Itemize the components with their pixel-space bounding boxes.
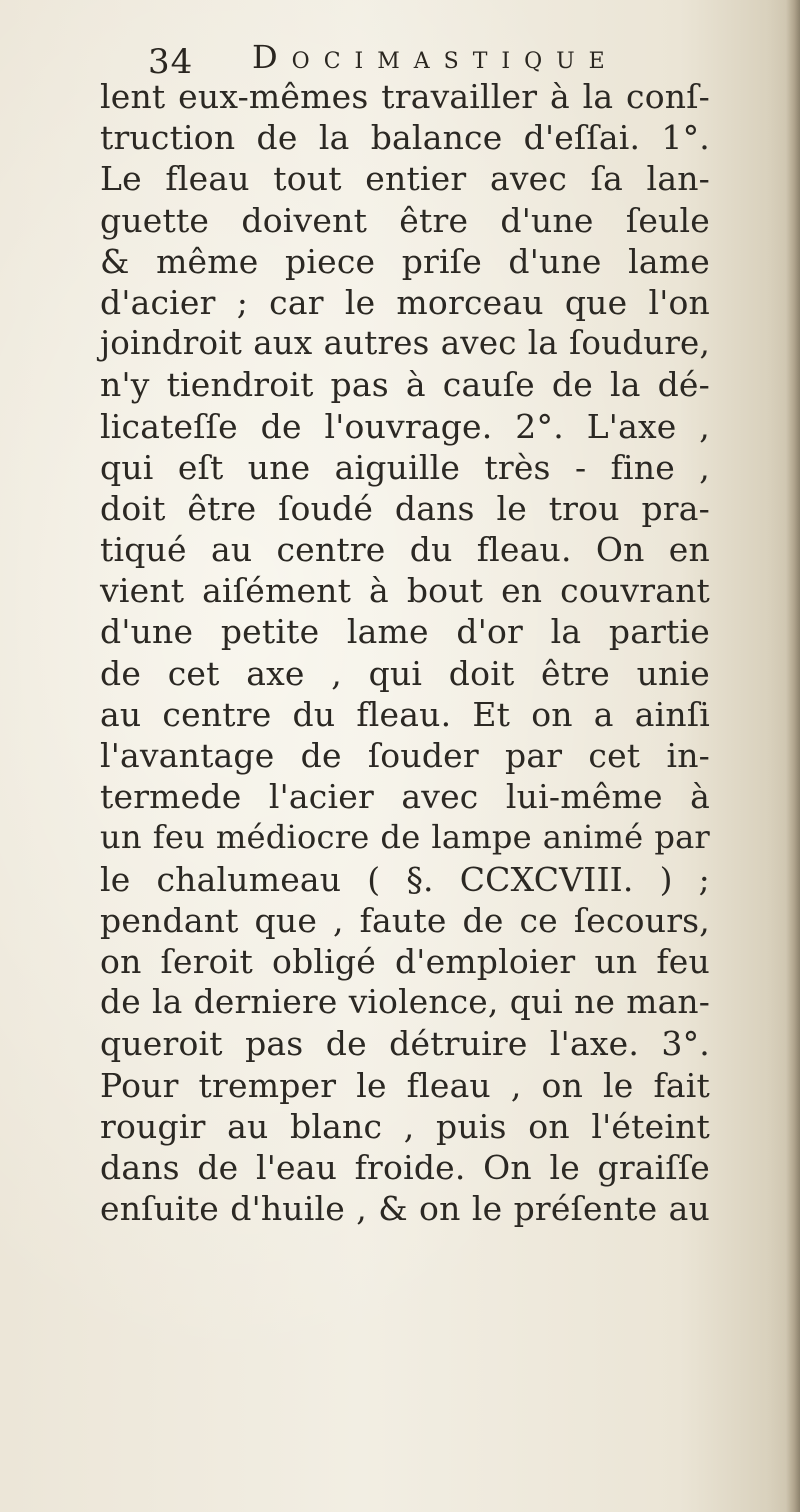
text-line: queroit pas de détruire l'axe. 3°. — [100, 1024, 710, 1064]
text-line: termede l'acier avec lui-même à — [100, 777, 710, 817]
text-line: vient aiſément à bout en couvrant — [100, 571, 710, 611]
text-line: doit être ſoudé dans le trou pra- — [100, 488, 710, 528]
text-line: Pour tremper le fleau , on le fait — [100, 1065, 710, 1105]
text-line: le chalumeau ( §. CCXCVIII. ) ; — [100, 859, 710, 899]
text-line: enſuite d'huile , & on le préſente au — [100, 1189, 710, 1229]
text-line: un feu médiocre de lampe animé par — [100, 818, 710, 857]
text-line: n'y tiendroit pas à cauſe de la dé- — [100, 365, 710, 405]
text-line: lent eux-mêmes travailler à la conſ- — [100, 77, 710, 116]
text-line: licateſſe de l'ouvrage. 2°. L'axe , — [100, 406, 710, 446]
text-line: au centre du fleau. Et on a ainſi — [100, 694, 710, 734]
text-line: Le fleau tout entier avec ſa lan- — [100, 159, 710, 199]
text-line: d'acier ; car le morceau que l'on — [100, 282, 710, 322]
text-line: tiqué au centre du fleau. On en — [100, 530, 710, 570]
text-line: rougir au blanc , puis on l'éteint — [100, 1106, 710, 1146]
text-line: truction de la balance d'eſſai. 1°. — [100, 118, 710, 158]
text-line: pendant que , faute de ce ſecours, — [100, 900, 710, 940]
text-line: qui eſt une aiguille très - fine , — [100, 447, 710, 487]
page-edge-shadow — [786, 0, 800, 1512]
text-line: dans de l'eau froide. On le graiſſe — [100, 1147, 710, 1187]
body-text — [100, 76, 710, 1229]
running-title: Docimastique — [252, 38, 619, 76]
text-line: l'avantage de ſouder par cet in- — [100, 736, 710, 775]
text-line: joindroit aux autres avec la ſoudure, — [100, 324, 710, 363]
text-line: de la derniere violence, qui ne man- — [100, 983, 710, 1022]
text-line: & même piece priſe d'une lame — [100, 241, 710, 281]
text-line: on ſeroit obligé d'emploier un feu — [100, 941, 710, 981]
page-number: 34 — [148, 42, 194, 82]
text-line: d'une petite lame d'or la partie — [100, 612, 710, 652]
text-line: de cet axe , qui doit être unie — [100, 653, 710, 693]
text-line: guette doivent être d'une ſeule — [100, 200, 710, 240]
